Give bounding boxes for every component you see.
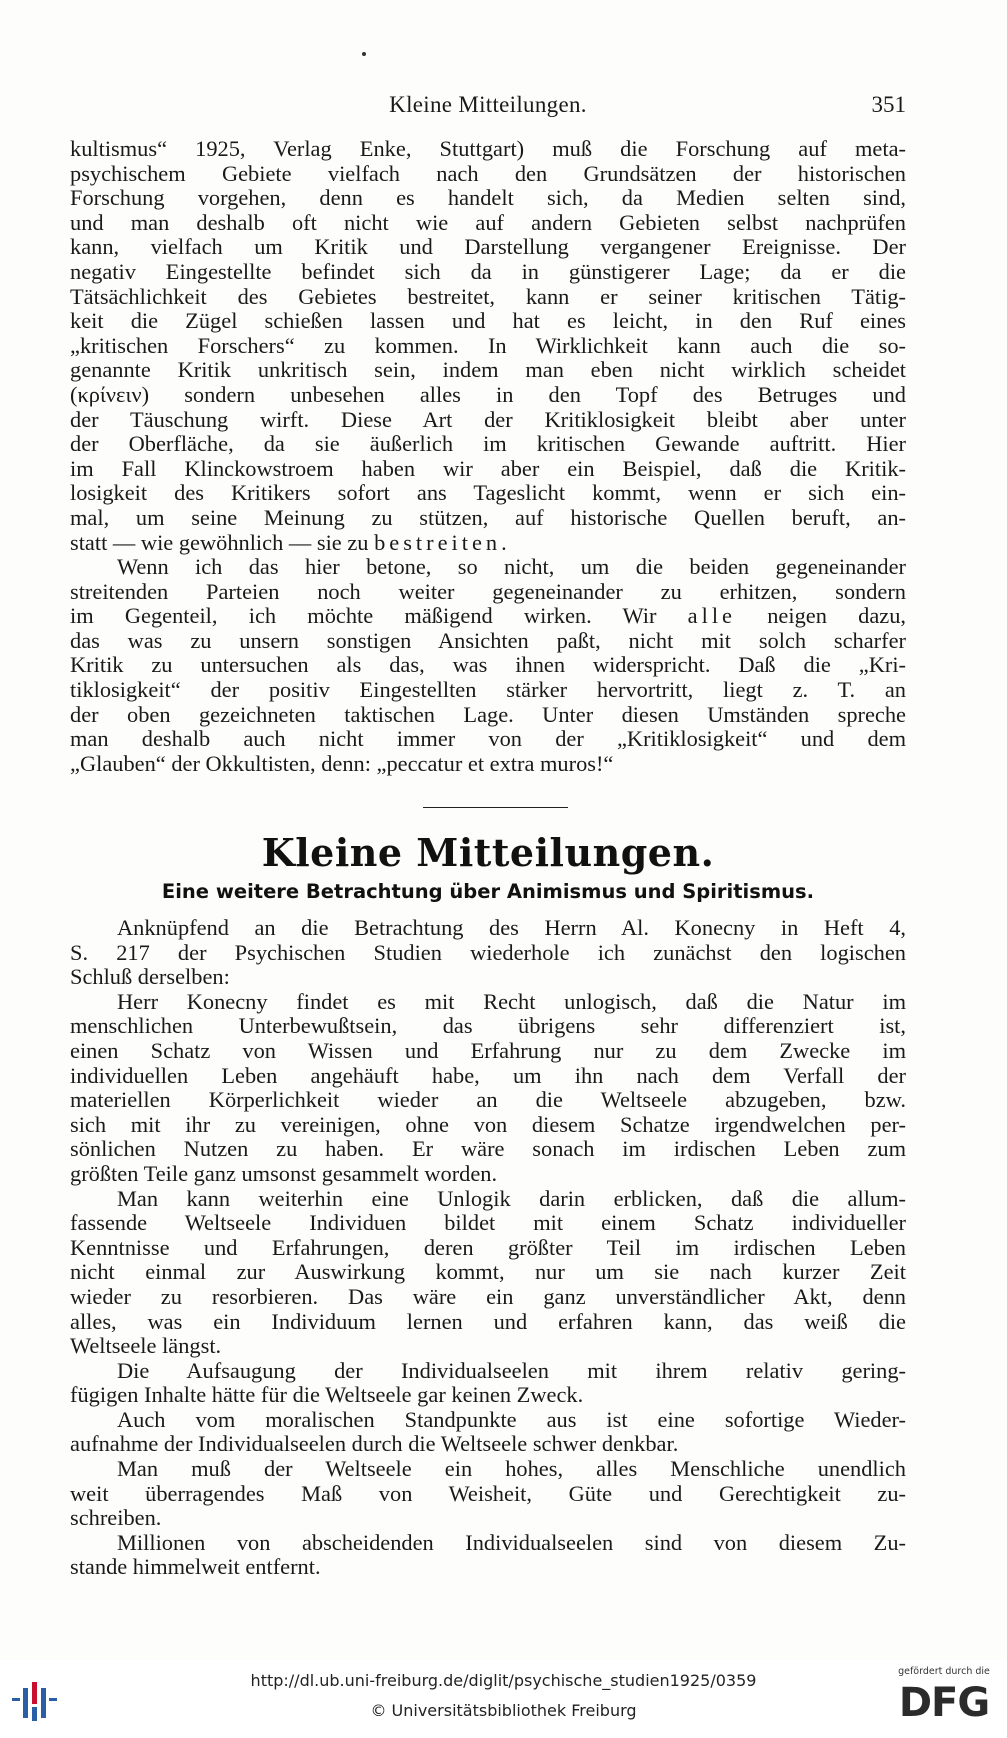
- text-fragment: statt — wie gewöhnlich — sie zu: [70, 530, 375, 555]
- text-line: Auch vom moralischen Standpunkte aus ist eine sofortige Wieder-: [117, 1407, 906, 1432]
- dfg-logo: [889, 1666, 999, 1734]
- text-line: Weltseele längst.: [70, 1334, 222, 1359]
- text-line: sönlichen Nutzen zu haben. Er wäre sonach im irdischen Leben zum: [70, 1137, 906, 1162]
- text-line: menschlichen Unterbewußtsein, das übrigens sehr differenziert ist,: [70, 1014, 906, 1039]
- text-line: fügigen Inhalte hätte für die Weltseele gar keinen Zweck.: [70, 1383, 584, 1408]
- text-fragment: im Gegenteil, ich möchte mäßigend wirken. Wir: [70, 604, 688, 629]
- dfg-wordmark: DFG: [898, 1680, 990, 1726]
- text-line: sich mit ihr zu vereinigen, ohne von diesem Schatze irgendwelchen per-: [70, 1112, 906, 1137]
- viewer-footer: [0, 1660, 1007, 1738]
- text-line: alles, was ein Individuum lernen und erfahren kann, das weiß die: [70, 1309, 906, 1334]
- text-line: losigkeit des Kritikers sofort ans Tageslicht kommt, wenn er sich ein-: [70, 481, 906, 506]
- copyright-notice: © Universitätsbibliothek Freiburg: [370, 1701, 637, 1720]
- section-divider: [423, 807, 568, 808]
- text-line: Wenn ich das hier betone, so nicht, um die beiden gegeneinander: [117, 555, 906, 580]
- text-line: „kritischen Forschers“ zu kommen. In Wirklichkeit kann auch die so-: [70, 333, 906, 358]
- text-line: größten Teile ganz umsonst gesammelt worden.: [70, 1161, 498, 1186]
- spaced-emphasis: bestreiten: [374, 530, 502, 555]
- text-line: Forschung vorgehen, denn es handelt sich, da Medien selten sind,: [70, 186, 906, 211]
- running-title: Kleine Mitteilungen.: [389, 92, 587, 117]
- text-line: genannte Kritik unkritisch sein, indem man eben nicht wirklich scheidet: [70, 358, 906, 383]
- text-line: Kritik zu untersuchen als das, was ihnen widerspricht. Daß die „Kri-: [70, 653, 906, 678]
- text-line: kultismus“ 1925, Verlag Enke, Stuttgart) muß die Forschung auf meta-: [70, 137, 906, 161]
- dfg-caption: gefördert durch die: [898, 1666, 990, 1677]
- text-line: kann, vielfach um Kritik und Darstellung vergangener Ereignisse. Der: [70, 235, 906, 260]
- text-line: im Fall Klinckowstroem haben wir aber ein Beispiel, daß die Kritik-: [70, 456, 906, 481]
- text-line: individuellen Leben angehäuft habe, um ihn nach dem Verfall der: [70, 1063, 906, 1088]
- text-line: aufnahme der Individualseelen durch die Weltseele schwer denkbar.: [70, 1432, 679, 1457]
- text-fragment: .: [501, 530, 507, 555]
- text-line: Schluß derselben:: [70, 965, 230, 990]
- text-line: schreiben.: [70, 1506, 162, 1531]
- text-line: Tätsächlichkeit des Gebietes bestreitet, kann er seiner kritischen Tätig-: [70, 284, 906, 309]
- section-subtitle: Eine weitere Betrachtung über Animismus und Spiritismus.: [161, 880, 815, 903]
- body-text-bottom: [70, 916, 906, 1580]
- text-line: der oben gezeichneten taktischen Lage. Unter diesen Umständen spreche: [70, 702, 906, 727]
- body-text-top: [70, 137, 906, 776]
- text-line: der Täuschung wirft. Diese Art der Kritiklosigkeit bleibt aber unter: [70, 407, 906, 432]
- text-line: negativ Eingestellte befindet sich da in günstigerer Lage; da er die: [70, 259, 906, 284]
- text-line: der Oberfläche, da sie äußerlich im kritischen Gewande auftritt. Hier: [70, 432, 906, 457]
- text-line: mal, um seine Meinung zu stützen, auf historische Quellen beruft, an-: [70, 505, 906, 530]
- text-fragment: neigen dazu,: [736, 604, 906, 629]
- text-line: einen Schatz von Wissen und Erfahrung nur zu dem Zwecke im: [70, 1038, 906, 1063]
- text-line: Man kann weiterhin eine Unlogik darin erblicken, daß die allum-: [117, 1186, 906, 1211]
- text-line: wieder zu resorbieren. Das wäre ein ganz unverständlicher Akt, denn: [70, 1284, 906, 1309]
- permalink-url[interactable]: http://dl.ub.uni-freiburg.de/diglit/psychische_studien1925/0359: [250, 1671, 757, 1690]
- text-line: S. 217 der Psychischen Studien wiederhole ich zunächst den logischen: [70, 940, 906, 965]
- text-line: Millionen von abscheidenden Individualseelen sind von diesem Zu-: [117, 1530, 906, 1555]
- text-line: man deshalb auch nicht immer von der „Kritiklosigkeit“ und dem: [70, 727, 906, 752]
- text-line: „Glauben“ der Okkultisten, denn: „peccatur et extra muros!“: [70, 751, 614, 776]
- text-line: (κρίνειν) sondern unbesehen alles in den Topf des Betruges und: [70, 382, 906, 407]
- text-line: das was zu unsern sonstigen Ansichten paßt, nicht mit solch scharfer: [70, 628, 906, 653]
- text-line: und man deshalb oft nicht wie auf andern Gebieten selbst nachprüfen: [70, 210, 906, 235]
- text-line: tiklosigkeit“ der positiv Eingestellten stärker hervortritt, liegt z. T. an: [70, 678, 906, 703]
- text-line: streitenden Parteien noch weiter gegeneinander zu erhitzen, sondern: [70, 579, 906, 604]
- ink-speck: [362, 52, 366, 56]
- text-line: materiellen Körperlichkeit wieder an die Weltseele abzugeben, bzw.: [70, 1088, 906, 1113]
- text-line: [70, 604, 906, 629]
- text-line: keit die Zügel schießen lassen und hat es leicht, in den Ruf eines: [70, 309, 906, 334]
- section-title: Kleine Mitteilungen.: [261, 830, 715, 875]
- text-line: [70, 531, 906, 556]
- spaced-emphasis: alle: [687, 604, 736, 629]
- text-line: psychischem Gebiete vielfach nach den Grundsätzen der historischen: [70, 161, 906, 186]
- text-line: fassende Weltseele Individuen bildet mit einem Schatz individueller: [70, 1211, 906, 1236]
- page-number: 351: [871, 92, 906, 117]
- text-line: Herr Konecny findet es mit Recht unlogisch, daß die Natur im: [117, 989, 906, 1014]
- text-line: weit überragendes Maß von Weisheit, Güte und Gerechtigkeit zu-: [70, 1481, 906, 1506]
- text-line: nicht einmal zur Auswirkung kommt, nur um sie nach kurzer Zeit: [70, 1260, 906, 1285]
- text-line: Man muß der Weltseele ein hohes, alles Menschliche unendlich: [117, 1457, 906, 1482]
- running-head: [70, 92, 906, 126]
- text-line: Kenntnisse und Erfahrungen, deren größter Teil im irdischen Leben: [70, 1235, 906, 1260]
- text-line: Anknüpfend an die Betrachtung des Herrn Al. Konecny in Heft 4,: [117, 916, 906, 940]
- text-line: Die Aufsaugung der Individualseelen mit ihrem relativ gering-: [117, 1358, 906, 1383]
- text-line: stande himmelweit entfernt.: [70, 1555, 321, 1580]
